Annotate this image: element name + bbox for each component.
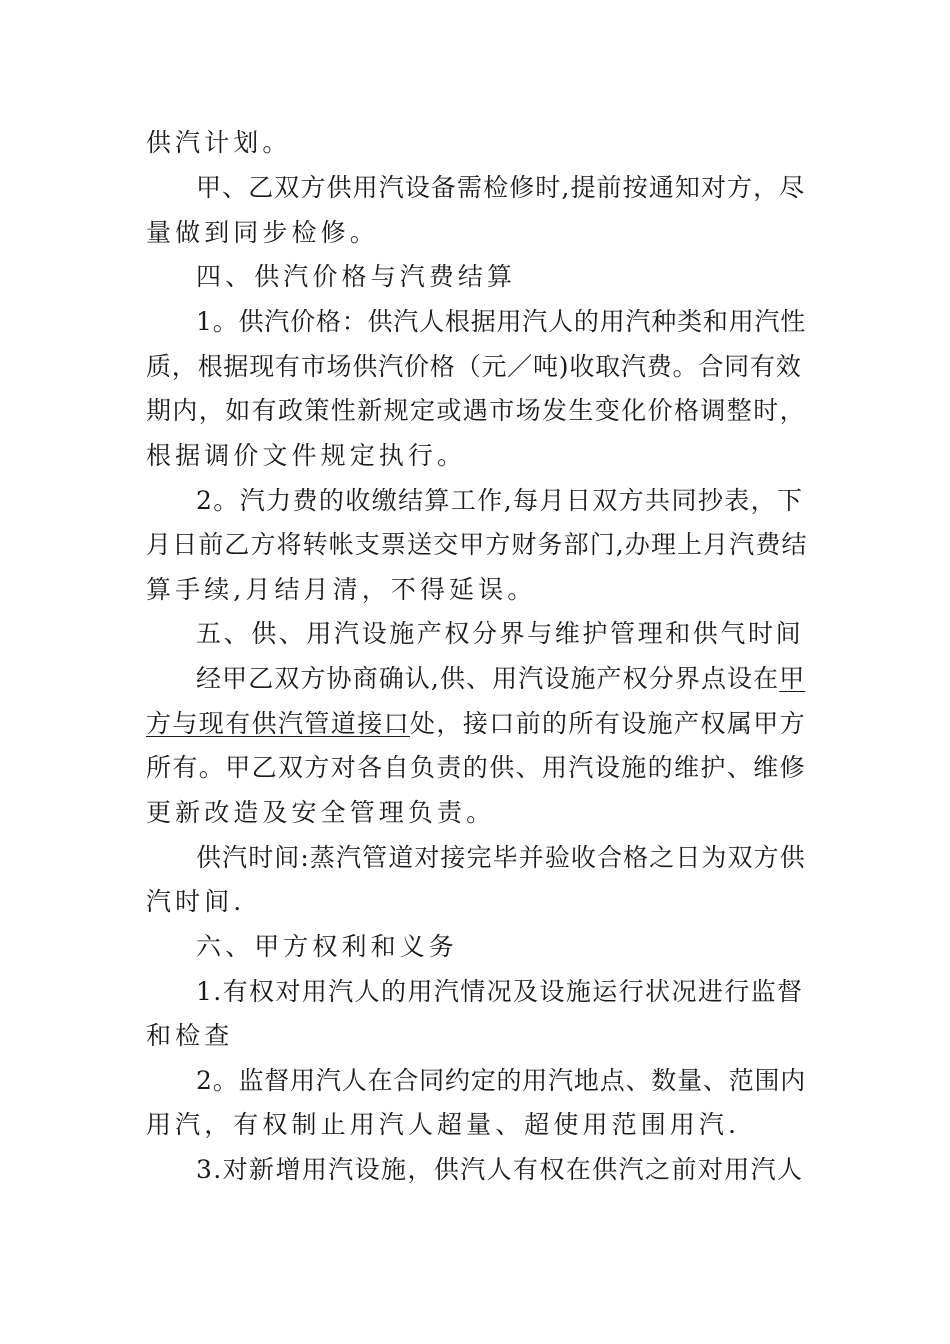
text-line: 质，根据现有市场供汽价格（元／吨)收取汽费。合同有效 xyxy=(146,352,802,381)
underlined-text: 方与现有供汽管道接口 xyxy=(146,709,411,738)
text-line: 2。汽力费的收缴结算工作,每月日双方共同抄表，下 xyxy=(196,486,804,515)
section-heading: 五、供、用汽设施产权分界与维护管理和供气时间 xyxy=(196,619,804,648)
text-line: 所有。甲乙双方对各自负责的供、用汽设施的维护、维修 xyxy=(146,753,807,782)
text-line: 甲、乙双方供用汽设备需检修时,提前按通知对方，尽 xyxy=(196,173,806,202)
text-line: 供汽时间:蒸汽管道对接完毕并验收合格之日为双方供 xyxy=(196,843,806,872)
text-line: 1。供汽价格：供汽人根据用汽人的用汽种类和用汽性 xyxy=(196,307,807,336)
text-line: 月日前乙方将转帐支票送交甲方财务部门,办理上月汽费结 xyxy=(146,530,808,559)
text-line: 3.对新增用汽设施，供汽人有权在供汽之前对用汽人 xyxy=(196,1155,804,1184)
text-line: 量做到同步检修。 xyxy=(146,218,379,247)
text-line: 用汽，有权制止用汽人超量、超使用范围用汽. xyxy=(146,1110,741,1139)
text-span: 经甲乙双方协商确认,供、用汽设施产权分界点设在 xyxy=(196,664,780,693)
text-line: 根据调价文件规定执行。 xyxy=(146,441,467,470)
text-line: 更新改造及安全管理负责。 xyxy=(146,798,496,827)
text-line: 汽时间. xyxy=(146,887,246,916)
text-line: 期内，如有政策性新规定或遇市场发生变化价格调整时， xyxy=(146,396,807,425)
section-heading: 四、供汽价格与汽费结算 xyxy=(196,262,517,291)
text-line: 2。监督用汽人在合同约定的用汽地点、数量、范围内 xyxy=(196,1066,807,1095)
underlined-text: 甲 xyxy=(779,664,806,693)
section-heading: 六、甲方权利和义务 xyxy=(196,932,458,961)
text-line xyxy=(146,704,806,744)
text-line: 供汽计划。 xyxy=(146,128,292,157)
text-line: 和检查 xyxy=(146,1021,234,1050)
text-line: 算手续,月结月清，不得延误。 xyxy=(146,575,537,604)
text-line: 1.有权对用汽人的用汽情况及设施运行状况进行监督 xyxy=(196,977,804,1006)
text-span: 处，接口前的所有设施产权属甲方 xyxy=(410,709,807,738)
text-line xyxy=(196,659,805,699)
